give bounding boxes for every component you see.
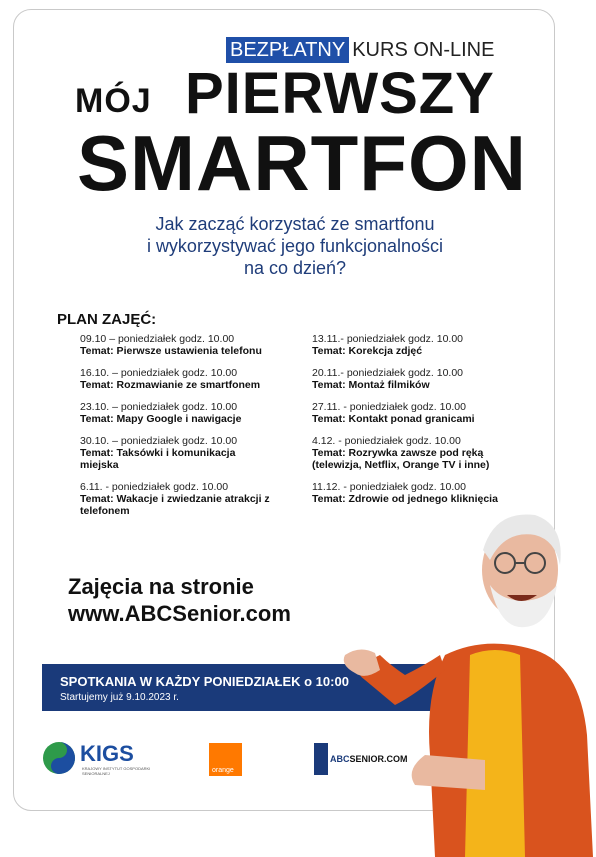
session-date: 6.11. - poniedziałek godz. 10.00 xyxy=(80,481,229,493)
course-type-label: KURS ON-LINE xyxy=(352,38,495,61)
subtitle-line3: na co dzień? xyxy=(243,258,347,278)
session-topic: Temat: Mapy Google i nawigacje xyxy=(80,413,242,425)
session-item xyxy=(312,435,507,471)
kigs-logo-icon xyxy=(42,741,76,775)
session-topic: Temat: Pierwsze ustawienia telefonu xyxy=(80,345,262,357)
banner-headline: SPOTKANIA W KAŻDY PONIEDZIAŁEK o 10:00 xyxy=(60,674,349,689)
session-item xyxy=(80,367,310,391)
session-item xyxy=(312,367,522,391)
session-topic: Temat: Korekcja zdjęć xyxy=(312,345,423,357)
subtitle-line1: Jak zacząć korzystać ze smartfonu xyxy=(155,214,435,234)
website-info xyxy=(68,573,291,627)
senior-man-photo xyxy=(335,505,596,857)
session-item xyxy=(80,401,310,425)
session-topic: Temat: Montaż filmików xyxy=(312,379,430,391)
abcsenior-logo-prefix: ABC xyxy=(330,754,350,764)
session-topic: Temat: Rozrywka zawsze pod ręką (telewizja, Netflix, Orange TV i inne) xyxy=(312,447,490,471)
orange-logo xyxy=(209,743,242,776)
session-topic: Temat: Wakacje i zwiedzanie atrakcji z telefonem xyxy=(80,493,270,517)
session-date: 4.12. - poniedziałek godz. 10.00 xyxy=(312,435,461,447)
plan-column-left xyxy=(80,333,310,527)
kigs-logo xyxy=(42,741,151,780)
session-date: 20.11.- poniedziałek godz. 10.00 xyxy=(312,367,463,379)
session-date: 13.11.- poniedziałek godz. 10.00 xyxy=(312,333,463,345)
banner-start-date: Startujemy już 9.10.2023 r. xyxy=(60,692,179,703)
session-date: 27.11. - poniedziałek godz. 10.00 xyxy=(312,401,466,413)
title-line2: SMARTFON xyxy=(77,119,527,207)
session-topic: Temat: Zdrowie od jednego kliknięcia xyxy=(312,493,498,505)
session-date: 11.12. - poniedziałek godz. 10.00 xyxy=(312,481,466,493)
abcsenior-logo-mark xyxy=(314,743,328,775)
session-item xyxy=(312,481,522,505)
title-small: MÓJ xyxy=(75,82,152,120)
website-url: www.ABCSenior.com xyxy=(68,601,291,626)
session-topic: Temat: Kontakt ponad granicami xyxy=(312,413,475,425)
abcsenior-logo-suffix: SENIOR.COM xyxy=(349,754,408,764)
session-date: 16.10. – poniedziałek godz. 10.00 xyxy=(80,367,238,379)
session-item xyxy=(80,435,250,471)
session-item xyxy=(312,401,522,425)
subtitle xyxy=(90,213,500,279)
session-topic: Temat: Rozmawianie ze smartfonem xyxy=(80,379,261,391)
free-badge: BEZPŁATNY xyxy=(226,37,349,63)
plan-column-right xyxy=(312,333,522,515)
session-item xyxy=(80,481,275,517)
kigs-logo-subtitle: KRAJOWY INSTYTUT GOSPODARKI SENIORALNEJ xyxy=(82,766,151,776)
website-line1: Zajęcia na stronie xyxy=(68,574,254,599)
session-item xyxy=(312,333,522,357)
session-date: 30.10. – poniedziałek godz. 10.00 xyxy=(80,435,238,447)
session-item xyxy=(80,333,310,357)
plan-title: PLAN ZAJĘĆ: xyxy=(57,311,157,328)
kigs-logo-name: KIGS xyxy=(80,741,134,766)
subtitle-line2: i wykorzystywać jego funkcjonalności xyxy=(146,236,444,256)
session-topic: Temat: Taksówki i komunikacja miejska xyxy=(80,447,236,471)
orange-logo-text: orange xyxy=(212,767,234,774)
title-line1: PIERWSZY xyxy=(185,61,495,126)
session-date: 09.10 – poniedziałek godz. 10.00 xyxy=(80,333,235,345)
session-date: 23.10. – poniedziałek godz. 10.00 xyxy=(80,401,238,413)
